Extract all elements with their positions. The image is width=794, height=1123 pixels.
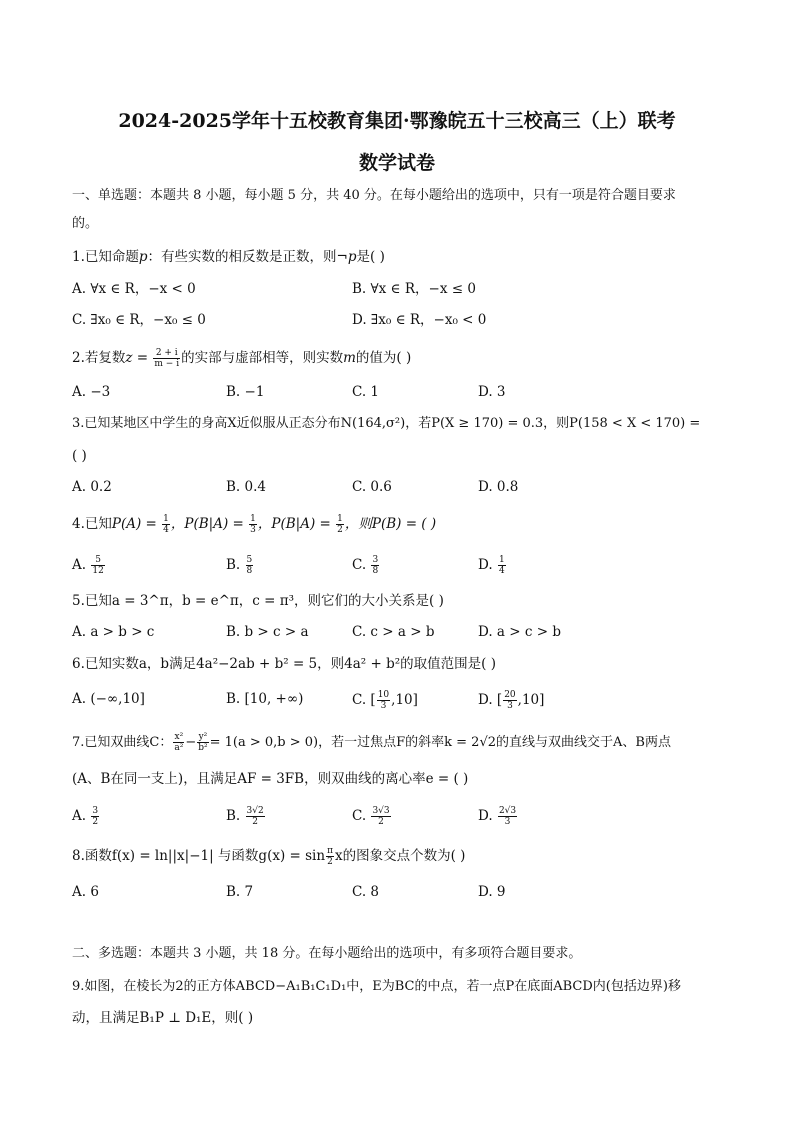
q2-stem-b: 的实部与虚部相等，则实数 [181, 350, 344, 366]
q4-option-c[interactable]: C. $\frac{3}{8}$ [352, 555, 379, 576]
q5-option-c[interactable]: C. c > a > b [352, 624, 435, 640]
q7-option-a[interactable]: A. $\frac{3}{2}$ [72, 806, 99, 827]
q4-option-a[interactable]: A. $\frac{5}{12}$ [72, 555, 104, 576]
q1-option-c[interactable]: C. ∃x₀ ∈ R，−x₀ ≤ 0 [72, 312, 206, 328]
q7-option-d[interactable]: D. $\frac{2√3}{3}$ [478, 806, 517, 827]
q2-option-b[interactable]: B. −1 [226, 384, 265, 400]
q5-option-d[interactable]: D. a > c > b [478, 624, 561, 640]
q5-option-b[interactable]: B. b > c > a [226, 624, 309, 640]
q7-option-c[interactable]: C. $\frac{3√3}{2}$ [352, 806, 390, 827]
q2-option-a[interactable]: A. −3 [72, 384, 111, 400]
q2-stem-c: 的值为( ) [355, 350, 412, 366]
q5-option-a[interactable]: A. a > b > c [72, 624, 155, 640]
q9-stem: 9.如图，在棱长为2的正方体ABCD−A₁B₁C₁D₁中，E为BC的中点，若一点P在底面ABCD内(包括边界)移 [72, 979, 681, 994]
q6-option-c[interactable]: C. [ $\frac{10}{3}$ ,10] [352, 690, 418, 711]
section1-heading-cont: 的。 [72, 216, 99, 231]
q6-stem: 6.已知实数a，b满足4a²−2ab + b² = 5，则4a² + b²的取值范围是( ) [72, 656, 496, 672]
q1-stem-a: 1.已知命题 [72, 249, 139, 265]
q8-option-d[interactable]: D. 9 [478, 884, 506, 900]
q4-option-d[interactable]: D. $\frac{1}{4}$ [478, 555, 505, 576]
q1-stem: 1.已知命题p：有些实数的相反数是正数，则¬p是( ) [72, 249, 385, 265]
q2-stem-a: 2.若复数 [72, 350, 126, 366]
q4-stem: 4.已知P(A) = $\frac{1}{4}$ ，P(B|A) = $\frac{1}{3}$ ，P(B|A) = $\frac{1}{2}$ ，则P(B) = ( ) [72, 514, 437, 535]
exam-subtitle: 数学试卷 [358, 152, 435, 174]
q4-p1: P(A) = [111, 516, 157, 532]
q7-stem-cont: (A、B在同一支上)，且满足AF = 3FB，则双曲线的离心率e = ( ) [72, 771, 469, 787]
section2-heading: 二、多选题：本题共 3 小题，共 18 分。在每小题给出的选项中，有多项符合题目要求。 [72, 946, 582, 961]
exam-title: 2024-2025学年十五校教育集团·鄂豫皖五十三校高三（上）联考 [118, 110, 676, 132]
q3-option-a[interactable]: A. 0.2 [72, 479, 112, 495]
q8-option-b[interactable]: B. 7 [226, 884, 254, 900]
q2-option-d[interactable]: D. 3 [478, 384, 506, 400]
q3-option-b[interactable]: B. 0.4 [226, 479, 266, 495]
q1-option-b[interactable]: B. ∀x ∈ R，−x ≤ 0 [352, 281, 476, 297]
q9-stem-cont: 动，且满足B₁P ⊥ D₁E，则( ) [72, 1010, 254, 1026]
q1-option-d[interactable]: D. ∃x₀ ∈ R，−x₀ < 0 [352, 312, 487, 328]
q6-option-a[interactable]: A. (−∞,10] [72, 691, 145, 707]
q3-option-d[interactable]: D. 0.8 [478, 479, 519, 495]
q2-fraction: $\frac{2 + i}{m - i}$ [154, 348, 180, 369]
q2-z: z = [125, 350, 149, 366]
q4-option-b[interactable]: B. $\frac{5}{8}$ [226, 555, 253, 576]
q8-option-c[interactable]: C. 8 [352, 884, 380, 900]
q3-stem: 3.已知某地区中学生的身高X近似服从正态分布N(164,σ²)，若P(X ≥ 170) = 0.3，则P(158 < X < 170) = [72, 416, 701, 431]
section1-heading: 一、单选题：本题共 8 小题，每小题 5 分，共 40 分。在每小题给出的选项中，只有一项是符合题目要求 [72, 188, 676, 203]
q1-stem-c: 是( ) [356, 249, 385, 265]
q6-option-b[interactable]: B. [10, +∞) [226, 691, 304, 707]
q3-stem-cont: ( ) [72, 448, 87, 464]
q3-option-c[interactable]: C. 0.6 [352, 479, 392, 495]
q7-option-b[interactable]: B. $\frac{3√2}{2}$ [226, 806, 264, 827]
q8-option-a[interactable]: A. 6 [72, 884, 99, 900]
q2-option-c[interactable]: C. 1 [352, 384, 380, 400]
q5-stem: 5.已知a = 3^π，b = e^π，c = π³，则它们的大小关系是( ) [72, 593, 444, 609]
q8-stem: 8.函数f(x) = ln||x|−1| 与函数g(x) = sin $\frac{\pi}{2}$ x的图象交点个数为( ) [72, 846, 466, 867]
q1-stem-b: ：有些实数的相反数是正数，则¬ [147, 249, 348, 265]
q1-option-a[interactable]: A. ∀x ∈ R，−x < 0 [72, 281, 196, 297]
q2-stem: 2.若复数z = $\frac{2 + i}{m - i}$ 的实部与虚部相等，则实数m的值为( ) [72, 348, 412, 369]
q7-stem: 7.已知双曲线C： $\frac{\text{x²}}{\text{a²}}$ − $\frac{\text{y²}}{\text{b²}}$ = 1(a > 0,b > 0)，若一过焦点F的斜率k = 2√2的直线与双曲线交于A、B两点 [72, 732, 671, 753]
q6-option-d[interactable]: D. [ $\frac{20}{3}$ ,10] [478, 690, 545, 711]
